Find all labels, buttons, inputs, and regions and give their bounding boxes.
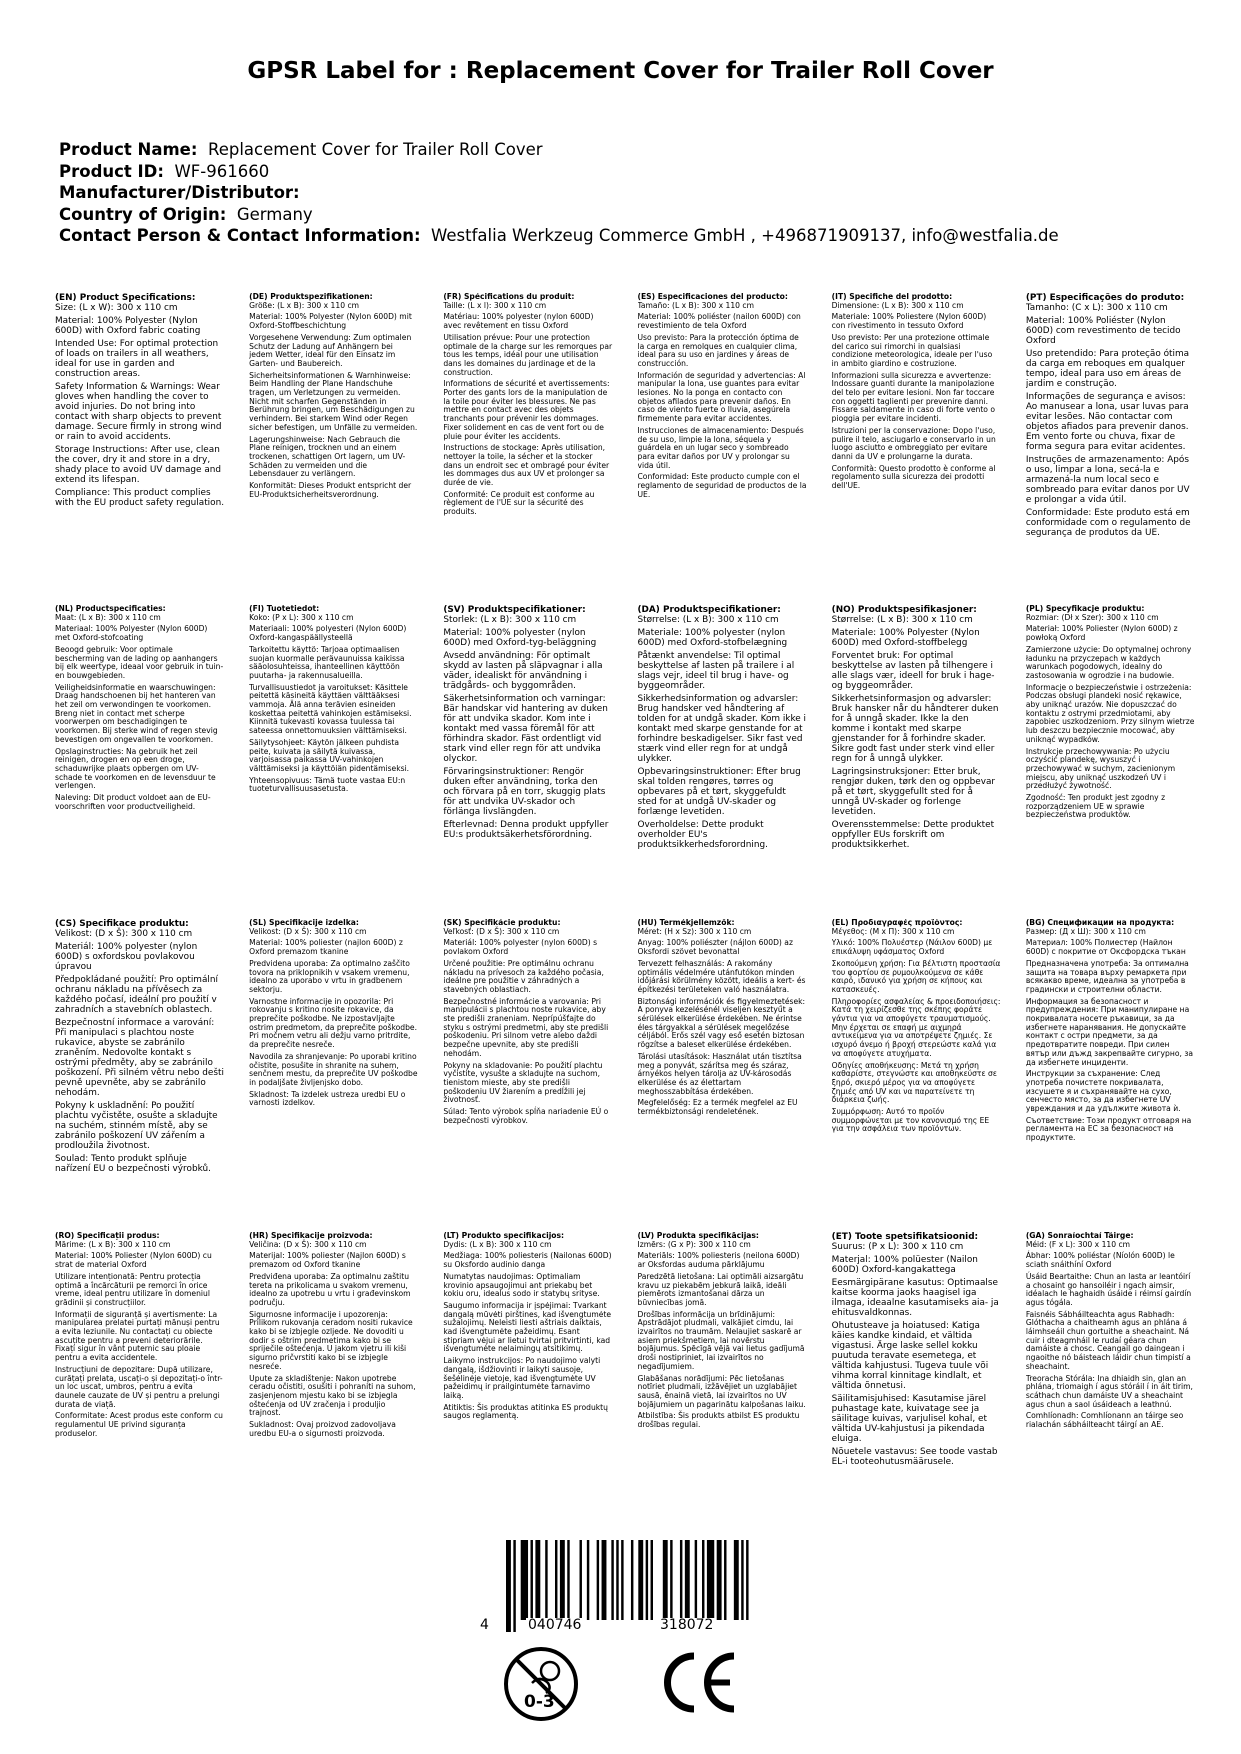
barcode-bar bbox=[580, 1540, 582, 1620]
lang-para: Numatytas naudojimas: Optimaliam krovinio apsaugojimui ant priekabų bet kokiu oru, idealus sodo ir statybų srityse. bbox=[443, 1271, 600, 1299]
lang-para: Υλικό: 100% Πολυέστερ (Νάιλον 600D) με επικάλυψη υφάσματος Oxford bbox=[831, 938, 993, 957]
barcode-bar bbox=[621, 1540, 623, 1620]
lang-heading: (BG) Спецификации на продукта: bbox=[1025, 919, 1175, 927]
country-value: Germany bbox=[236, 204, 313, 224]
lang-para: Méid: (F x L): 300 x 110 cm bbox=[1025, 1239, 1131, 1249]
lang-para: Säilitamisjuhised: Kasutamise järel puhastage kate, kuivatage see ja säilitage kuivas, varjulisel kohal, et vältida UV-kahjustusi ja pikendada eluiga. bbox=[831, 1394, 987, 1444]
lang-para: Materiał: 100% Poliester (Nylon 600D) z powłoką Oxford bbox=[1025, 624, 1178, 643]
lang-para: Soulad: Tento produkt splňuje nařízení EU o bezpečnosti výrobků. bbox=[55, 1154, 211, 1174]
lang-block-sv bbox=[443, 605, 612, 860]
lang-para: Lagerungshinweise: Nach Gebrauch die Plane reinigen, trocknen und an einem trockenen, schattigen Ort lagern, um UV-Schäden zu vermeiden und die Lebensdauer zu verlängern. bbox=[249, 434, 406, 479]
lang-heading: (SK) Špecifikácie produktu: bbox=[443, 919, 561, 927]
lang-heading: (EL) Προδιαγραφές προϊόντος: bbox=[831, 919, 963, 927]
lang-block-fi bbox=[249, 605, 418, 860]
lang-para: Taille: (L x l): 300 x 110 cm bbox=[443, 300, 547, 310]
barcode-digits-left: 040746 bbox=[528, 1617, 582, 1633]
lang-para: Opbevaringsinstruktioner: Efter brug skal tolden rengøres, tørres og opbevares på et tørt, skyggefuldt sted for at undgå UV-skader og forlænge levetiden. bbox=[637, 767, 801, 817]
lang-para: Material: 100% Polyester (Nylon 600D) with Oxford fabric coating bbox=[55, 316, 201, 336]
lang-para: Forventet bruk: For optimal beskyttelse av lasten på tilhengere i alle slags vær, ideell for bruk i hage- og byggeområder. bbox=[831, 651, 995, 691]
lang-para: Faisnéis Sábháilteachta agus Rabhadh: Glóthacha a chaitheamh agus an phlána á láimhseáil chun gortuithe a sheachaint. Ná cuir i dteagmháil le rudaí géara chun damáiste a chosc. Ceangail go daingean i ngaoithe nó báisteach láidir chun timpistí a sheachaint. bbox=[1025, 1309, 1191, 1371]
lang-block-nl bbox=[55, 605, 224, 860]
lang-para: Materjal: 100% polüester (Nailon 600D) Oxford-kangakattega bbox=[831, 1255, 978, 1275]
lang-para: Lagringsinstruksjoner: Etter bruk, rengjør duken, tørk den og oppbevar på et tørt, skyggefullt sted for å unngå UV-skader og forlenge levetiden. bbox=[831, 767, 996, 817]
lang-block-cs bbox=[55, 919, 224, 1174]
lang-heading: (RO) Specificații produs: bbox=[55, 1232, 160, 1240]
barcode-bar bbox=[717, 1540, 722, 1620]
lang-para: Megfelelőség: Ez a termék megfelel az EU termékbiztonsági rendeletének. bbox=[637, 1098, 798, 1117]
lang-para: Navodila za shranjevanje: Po uporabi kritino očistite, posušite in shranite na suhem, senčnem mestu, da preprečite UV poškodbe in podaljšate življenjsko dobo. bbox=[249, 1051, 418, 1087]
lang-block-sk bbox=[443, 919, 612, 1174]
lang-para: Materiaali: 100% polyesteri (Nylon 600D) Oxford-kangaspäällysteellä bbox=[249, 624, 407, 643]
lang-heading: (ET) Toote spetsifikatsioonid: bbox=[831, 1232, 979, 1242]
lang-heading: (PL) Specyfikacje produktu: bbox=[1025, 605, 1145, 613]
lang-para: Πληροφορίες ασφαλείας & προειδοποιήσεις: Κατά τη χειρίζεσθε της σκέπης φοράτε γάντια για να αποφύγετε τραυματισμούς. Μην έρχεται σε επαφή με αιχμηρά αντικείμενα για να αποτρέψετε ζημιές. Σε ισχυρό άνεμο ή βροχή στερεώστε καλά για να αποφύγετε ατυχήματα. bbox=[831, 996, 1001, 1058]
lang-heading: (HR) Specifikacije proizvoda: bbox=[249, 1232, 373, 1240]
lang-para: Bezpečnostní informace a varování: Při manipulaci s plachtou noste rukavice, abyste se zabránilo zraněním. Nedovolte kontakt s ostrými předměty, aby se zabránilo poškození. Při silném větru nebo dešti pevně upevněte, aby se zabránilo nehodám. bbox=[55, 1018, 224, 1098]
barcode-bar bbox=[724, 1540, 726, 1620]
lang-block-no bbox=[832, 605, 1001, 860]
barcode-bar bbox=[587, 1540, 589, 1620]
lang-para: Súlad: Tento výrobok spĺňa nariadenie EÚ o bezpečnosti výrobkov. bbox=[443, 1107, 609, 1125]
lang-para: Tárolási utasítások: Használat után tisztítsa meg a ponyvát, szárítsa meg és száraz, árnyékos helyen tárolja az UV-károsodás elkerülése és az élettartam meghosszabbítása érdekében. bbox=[637, 1051, 802, 1096]
lang-block-fr bbox=[443, 293, 612, 548]
lang-para: Informații de siguranță și avertismente: La manipularea prelatei purtați mănuși pentru a evita leziunile. Nu contactați cu obiecte ascuțite pentru a preveni deteriorările. Fixați sigur în vânt puternic sau ploaie pentru a evita accidentele. bbox=[55, 1309, 220, 1363]
lang-para: Sicherheitsinformationen & Warnhinweise: Beim Handling der Plane Handschuhe tragen, um Verletzungen zu vermeiden. Nicht mit scharfen Gegenständen in Berührung bringen, um Beschädigungen zu verhindern. Bei starkem Wind oder Regen sicher befestigen, um Unfälle zu vermeiden. bbox=[249, 370, 418, 432]
country-row bbox=[59, 204, 1199, 226]
lang-para: Uso previsto: Para la protección óptima de la carga en remolques en cualquier clima, ideal para su uso en jardines y áreas de construcción. bbox=[637, 332, 799, 368]
lang-para: Størrelse: (L x B): 300 x 110 cm bbox=[831, 615, 973, 625]
lang-para: Atitiktis: Šis produktas atitinka ES produktų saugos reglamentą. bbox=[443, 1402, 608, 1421]
lang-para: Οδηγίες αποθήκευσης: Μετά τη χρήση καθαρίστε, στεγνώστε και αποθηκεύστε σε ξηρό, σκιερό μέρος για να αποφύγετε ζημιές από UV και να παρατείνετε τη διάρκεια ζωής. bbox=[831, 1060, 997, 1105]
lang-para: Μέγεθος: (Μ x Π): 300 x 110 cm bbox=[831, 926, 955, 936]
lang-para: Medžiaga: 100% poliesteris (Nailonas 600D) su Oksfordo audinio danga bbox=[443, 1251, 612, 1270]
lang-para: Veličina: (D x Š): 300 x 110 cm bbox=[249, 1239, 367, 1249]
lang-para: Saugumo informacija ir įspėjimai: Tvarkant dangalą mūvėti pirštines, kad išvengtumėte sužalojimų. Neleisti liesti aštriais daiktais, kad išvengtumėte pažeidimų. Esant stipriam vėjui ar lietui tvirtai pritvirtinti, kad išvengtumėte nelaimingų atsitikimų. bbox=[443, 1300, 612, 1354]
lang-para: Opslaginstructies: Na gebruik het zeil reinigen, drogen en op een droge, schaduwrijke plaats opbergen om UV-schade te voorkomen en de levensduur te verlengen. bbox=[55, 746, 216, 791]
lang-para: Intended Use: For optimal protection of loads on trailers in all weathers, ideal for use in garden and construction areas. bbox=[55, 339, 219, 379]
barcode-bar bbox=[560, 1540, 565, 1620]
lang-para: Naleving: Dit product voldoet aan de EU-voorschriften voor productveiligheid. bbox=[55, 793, 211, 811]
lang-para: Maat: (L x B): 300 x 110 cm bbox=[55, 612, 161, 622]
lang-block-hu bbox=[638, 919, 807, 1174]
lang-grid-row-3 bbox=[55, 919, 1195, 1174]
barcode-bar bbox=[602, 1540, 607, 1620]
lang-heading: (NL) Productspecificaties: bbox=[55, 605, 166, 613]
lang-para: Předpokládané použití: Pro optimální ochranu nákladu na přívěsech za každého počasí, ideální pro použití v zahradních a stavebních oblastech. bbox=[55, 975, 218, 1015]
lang-block-bg bbox=[1026, 919, 1195, 1174]
lang-para: Skladnost: Ta izdelek ustreza uredbi EU o varnosti izdelkov. bbox=[249, 1089, 406, 1108]
lang-para: Biztonsági információk és figyelmeztetések: A ponyva kezelésénél viseljen kesztyűt a sérülések elkerülése érdekében. Ne érintse éles tárgyakkal a sérülések megelőzése céljából. Erős szél vagy eső esetén biztosan rögzítse a baleset elkerülése érdekében. bbox=[637, 996, 806, 1050]
barcode-bar bbox=[663, 1540, 668, 1620]
lang-para: Conformità: Questo prodotto è conforme al regolamento sulla sicurezza dei prodotti dell'UE. bbox=[831, 463, 996, 491]
lang-para: Säkerhetsinformation och varningar: Bär handskar vid hantering av duken för att undvika skador. Kom inte i kontakt med vassa föremål för att förhindra skador. Fäst ordentligt vid stark vind eller regn för att undvika olyckor. bbox=[443, 694, 608, 764]
lang-heading: (LV) Produkta specifikācijas: bbox=[637, 1232, 759, 1240]
lang-para: Sigurnosne informacije i upozorenja: Prilikom rukovanja ceradom nositi rukavice kako bi se izbjegle ozljede. Ne dovoditi u dodir s oštrim predmetima kako bi se spriječile oštećenja. U jakom vjetru ili kiši sigurno pričvrstiti kako bi se izbjegle nesreće. bbox=[249, 1309, 413, 1371]
barcode-bar bbox=[670, 1540, 672, 1620]
lang-para: Overholdelse: Dette produkt overholder EU's produktsikkerhedsforordning. bbox=[637, 820, 768, 850]
product-info bbox=[59, 139, 1199, 247]
lang-para: Glabāšanas norādījumi: Pēc lietošanas notīriet pludmali, izžāvējiet un uzglabājiet sausā, ēnainā vietā, lai izvairītos no UV bojājumiem un pagarinātu kalpošanas laiku. bbox=[637, 1373, 806, 1409]
lang-para: Предназначена употреба: За оптимална защита на товара върху ремаркета при всякакво време, идеална за употреба в градински и строителни области. bbox=[1025, 958, 1189, 994]
lang-para: Sikkerhedsinformation og advarsler: Brug handsker ved håndtering af tolden for at undgå skader. Kom ikke i kontakt med skarpe genstande for at forhindre beskadigelser. Sikr fast ved stærk vind eller regn for at undgå ulykker. bbox=[637, 694, 807, 764]
lang-para: Anyag: 100% poliészter (nájlon 600D) az Oksfordi szövet bevonattal bbox=[637, 938, 793, 957]
barcode-bar bbox=[611, 1540, 613, 1620]
lang-block-pt bbox=[1026, 293, 1195, 548]
lang-para: Instruções de armazenamento: Após o uso, limpar a lona, secá-la e armazená-la num local seco e sombreado para evitar danos por UV e prolongar a vida útil. bbox=[1025, 455, 1190, 505]
lang-para: Comhlíonadh: Comhlíonann an táirge seo rialachán sábháilteacht táirgí an AE. bbox=[1025, 1411, 1184, 1430]
lang-heading: (CS) Specifikace produktu: bbox=[55, 919, 189, 929]
age-warning-text: 0-3 bbox=[524, 1692, 555, 1712]
lang-block-pl bbox=[1026, 605, 1195, 860]
product-name-label: Product Name: bbox=[59, 140, 198, 159]
lang-heading: (PT) Especificações do produto: bbox=[1025, 293, 1185, 303]
lang-para: Konformität: Dieses Produkt entspricht der EU-Produktsicherheitsverordnung. bbox=[249, 481, 412, 499]
barcode-bar bbox=[506, 1540, 511, 1632]
barcode-bar bbox=[616, 1540, 618, 1620]
lang-para: Materiál: 100% polyester (nylon 600D) s povlakom Oxford bbox=[443, 938, 598, 957]
product-name-value: Replacement Cover for Trailer Roll Cover bbox=[207, 140, 543, 159]
lang-para: Velikost: (D x Š): 300 x 110 cm bbox=[55, 929, 193, 939]
lang-para: Informazioni sulla sicurezza e avvertenze: Indossare guanti durante la manipolazione del telo per evitare lesioni. Non far toccare con oggetti taglienti per prevenire danni. Fissare saldamente in caso di forte vento o pioggia per evitare incidenti. bbox=[831, 370, 996, 424]
barcode-digits-right: 318072 bbox=[660, 1617, 714, 1633]
lang-para: Material: 100% poliester (najlon 600D) z Oxford premazom tkanine bbox=[249, 938, 403, 957]
barcode-bar bbox=[646, 1540, 648, 1620]
lang-para: Materiale: 100% Polyester (Nylon 600D) med Oxford-stoffbelegg bbox=[831, 628, 980, 648]
lang-para: Istruzioni per la conservazione: Dopo l'uso, pulire il telo, asciugarlo e conservarlo in un luogo asciutto e ombreggiato per evitare danni da UV e prolungarne la durata. bbox=[831, 425, 996, 461]
lang-heading: (ES) Especificaciones del producto: bbox=[637, 293, 788, 301]
lang-para: Nõuetele vastavus: See toode vastab EL-i tooteohutusmäärusele. bbox=[831, 1447, 998, 1467]
lang-para: Dydis: (L x B): 300 x 110 cm bbox=[443, 1239, 552, 1249]
lang-para: Drošības informācija un brīdinājumi: Apstrādājot pludmali, valkājiet cimdu, lai izvairītos no traumām. Nelaujiet saskarē ar asiem priekšmetiem, lai novērstu bojājumus. Spēcīgā vējā vai lietus gadījumā droši nostipriniet, lai izvairītos no negadījumiem. bbox=[637, 1309, 805, 1371]
lang-para: Συμμόρφωση: Αυτό το προϊόν συμμορφώνεται με τον κανονισμό της ΕΕ για την ασφάλεια των προϊόντων. bbox=[831, 1107, 990, 1134]
lang-para: Dimensione: (L x B): 300 x 110 cm bbox=[831, 300, 964, 310]
lang-para: Atbilstība: Šis produkts atbilst ES produktu drošības regulai. bbox=[637, 1411, 800, 1430]
barcode-bar bbox=[680, 1540, 682, 1620]
lang-block-ga bbox=[1026, 1232, 1195, 1487]
lang-para: Ohutusteave ja hoiatused: Katiga käies kandke kindaid, et vältida vigastusi. Ärge laske sellel kokku puutuda teravate esemetega, et vältida kahjustusi. Tugeva tuule või vihma korral kinnitage kindlalt, et vältida õnnetusi. bbox=[831, 1321, 989, 1391]
lang-para: Overensstemmelse: Dette produktet oppfyller EUs forskrift om produktsikkerhet. bbox=[831, 820, 995, 850]
lang-para: Varnostne informacije in opozorila: Pri rokovanju s kritino nosite rokavice, da preprečite poškodbe. Ne izpostavljajte ostrim predmetom, da preprečite poškodbe. Pri močnem vetru ali dežju varno pritrdite, da preprečite nesreče. bbox=[249, 996, 418, 1050]
lang-para: Σκοπούμενη χρήση: Για βέλτιστη προστασία του φορτίου σε ρυμουλκούμενα σε κάθε καιρό, ιδανικό για χρήση σε κήπους και κατασκευές. bbox=[831, 958, 1001, 994]
barcode-digit-first: 4 bbox=[480, 1617, 489, 1633]
lang-heading: (DE) Produktspezifikationen: bbox=[249, 293, 373, 301]
lang-para: Matériau: 100% polyester (nylon 600D) avec revêtement en tissu Oxford bbox=[443, 312, 594, 331]
lang-para: Размер: (Д x Ш): 300 x 110 cm bbox=[1025, 926, 1146, 936]
lang-heading: (NO) Produktspesifikasjoner: bbox=[831, 605, 977, 615]
barcode-bar bbox=[746, 1540, 748, 1620]
lang-para: Informacje o bezpieczeństwie i ostrzeżenia: Podczas obsługi plandeki nosić rękawice, aby uniknąć urazów. Nie dopuszczać do kontaktu z ostrymi przedmiotami, aby zapobiec uszkodzeniom. Przy silnym wietrze lub deszczu bezpiecznie mocować, aby uniknąć wypadków. bbox=[1025, 682, 1195, 744]
lang-para: Materijal: 100% poliester (Najlon 600D) s premazom od Oxford tkanine bbox=[249, 1251, 406, 1270]
country-label: Country of Origin: bbox=[59, 204, 227, 224]
lang-block-hr bbox=[249, 1232, 418, 1487]
lang-para: Tamaño: (L x B): 300 x 110 cm bbox=[637, 300, 754, 310]
lang-para: Informations de sécurité et avertissements: Porter des gants lors de la manipulation de la toile pour éviter les blessures. Ne pas mettre en contact avec des objets tranchants pour prévenir les dommages. Fixer solidement en cas de vent fort ou de pluie pour éviter les accidents. bbox=[443, 379, 610, 441]
lang-para: Съответствие: Този продукт отговаря на регламента на ЕС за безопасност на продуктите. bbox=[1025, 1115, 1192, 1143]
lang-para: Материал: 100% Полиестер (Найлон 600D) с покритие от Оксфордска тъкан bbox=[1025, 938, 1186, 957]
lang-heading: (IT) Specifiche del prodotto: bbox=[831, 293, 953, 301]
lang-para: Určené použitie: Pre optimálnu ochranu nákladu na prívesoch za každého počasia, ideálne pre použitie v záhradných a stavebných oblastiach. bbox=[443, 958, 604, 994]
lang-para: Uso previsto: Per una protezione ottimale del carico sui rimorchi in qualsiasi condizione meteorologica, ideale per l'uso in ambito giardino e costruzione. bbox=[831, 332, 993, 368]
barcode-bar bbox=[734, 1540, 739, 1620]
lang-heading: (DA) Produktspecifikationer: bbox=[637, 605, 781, 615]
lang-para: Predviđena uporaba: Za optimalnu zaštitu tereta na prikolicama u svakom vremenu, idealno za upotrebu u vrtu i građevinskom području. bbox=[249, 1271, 411, 1307]
lang-para: Úsáid Beartaithe: Chun an lasta ar leantóirí a chosaint go hansoiléir i ngach aimsir, idéalach le haghaidh úsáide i réimsí gairdín agus tógála. bbox=[1025, 1271, 1192, 1307]
lang-para: Mărime: (L x B): 300 x 110 cm bbox=[55, 1239, 171, 1249]
lang-para: Materiale: 100% Poliestere (Nylon 600D) con rivestimento in tessuto Oxford bbox=[831, 312, 987, 331]
barcode-bar bbox=[651, 1540, 653, 1620]
lang-heading: (GA) Sonraíochtaí Táirge: bbox=[1025, 1232, 1134, 1240]
barcode-bars bbox=[478, 1540, 768, 1635]
lang-block-it bbox=[832, 293, 1001, 548]
barcode-bar bbox=[521, 1540, 528, 1620]
barcode-bar bbox=[555, 1540, 557, 1620]
lang-para: Materiaal: 100% Polyester (Nylon 600D) met Oxford-stofcoating bbox=[55, 624, 208, 643]
lang-para: Material: 100% Polyester (Nylon 600D) mit Oxford-Stoffbeschichtung bbox=[249, 312, 412, 331]
lang-para: Tamanho: (C x L): 300 x 110 cm bbox=[1025, 303, 1168, 313]
barcode-bar bbox=[531, 1540, 533, 1620]
lang-para: Utilizare intenționată: Pentru protecția optimă a încărcăturii pe remorci în orice vreme, ideal pentru utilizare în domeniul grădinii și construcțiilor. bbox=[55, 1271, 210, 1307]
lang-para: Safety Information & Warnings: Wear gloves when handling the cover to avoid injuries. Do not bring into contact with sharp objects to prevent damage. Secure firmly in strong wind or rain to avoid accidents. bbox=[55, 382, 222, 442]
lang-para: Conformidad: Este producto cumple con el reglamento de seguridad de productos de la UE. bbox=[637, 472, 807, 499]
lang-para: Säilytysohjeet: Käytön jälkeen puhdista peite, kuivata ja säilytä kuivassa, varjoisassa paikassa UV-vahinkojen välttämiseksi ja käyttöiän pidentämiseksi. bbox=[249, 737, 410, 773]
lang-para: Tervezett felhasználás: A rakomány optimális védelmére utánfutókon minden időjárási körülmény között, ideális a kert- és építkezési területeken való használatra. bbox=[637, 958, 806, 994]
lang-para: Predvidena uporaba: Za optimalno zaščito tovora na priklopnikih v vsakem vremenu, idealno za uporabo v vrtu in gradbenem sektorju. bbox=[249, 958, 410, 994]
contact-value: Westfalia Werkzeug Commerce GmbH , +496871909137, info@westfalia.de bbox=[431, 226, 1059, 245]
lang-para: Påtænkt anvendelse: Til optimal beskyttelse af lasten på trailere i al slags vejr, ideel til brug i have- og byggeområder. bbox=[637, 651, 795, 691]
lang-block-lt bbox=[443, 1232, 612, 1487]
lang-para: Veiligheidsinformatie en waarschuwingen: Draag handschoenen bij het hanteren van het zeil om verwondingen te voorkomen. Breng niet in contact met scherpe voorwerpen om beschadigingen te voorkomen. Bij sterke wind of regen stevig bevestigen om ongevallen te voorkomen. bbox=[55, 682, 218, 744]
lang-para: Materiāls: 100% poliesteris (neilona 600D) ar Oksfordas auduma pārklājumu bbox=[637, 1251, 800, 1270]
lang-para: Størrelse: (L x B): 300 x 110 cm bbox=[637, 615, 779, 625]
lang-para: Vorgesehene Verwendung: Zum optimalen Schutz der Ladung auf Anhängern bei jedem Wetter, ideal für den Einsatz im Garten- und Baubereich. bbox=[249, 332, 412, 368]
lang-para: Informações de segurança e avisos: Ao manusear a lona, usar luvas para evitar lesões. Não contactar com objetos afiados para prevenir danos. Em vento forte ou chuva, fixar de forma segura para evitar acidentes. bbox=[1025, 392, 1189, 452]
lang-para: Laikymo instrukcijos: Po naudojimo valyti dangalą, išdžiovinti ir laikyti sausoje, šešėlinėje vietoje, kad išvengtumėte UV pažeidimų ir prailgintumėte tarnavimo laiką. bbox=[443, 1356, 601, 1400]
lang-heading: (SV) Produktspecifikationer: bbox=[443, 605, 586, 615]
lang-para: Instrucțiuni de depozitare: După utilizare, curățați prelata, uscați-o și depozitați-o într-un loc uscat, umbros, pentru a evita daunele cauzate de UV și pentru a prelungi durata de viață. bbox=[55, 1364, 223, 1409]
lang-para: Инструкции за съхранение: След употреба почистете покривалата, изсушете я и съхранявайте на сухо, сенчесто място, за да избегнете UV увреждания и да удължите живота ѝ. bbox=[1025, 1069, 1181, 1114]
lang-para: Информация за безопасност и предупреждения: При манипулиране на покривалата носете ръкавици, за да избегнете наранявания. Не допускайте контакт с остри предмети, за да предотвратите повреди. При силен вятър или дъжд закрепвайте сигурно, за да избегнете инциденти. bbox=[1025, 996, 1194, 1067]
lang-para: Sikkerhetsinformasjon og advarsler: Bruk hansker når du håndterer duken for å unngå skader. Ikke la den komme i kontakt med skarpe gjenstander for å forhindre skader. Sikre godt fast under sterk vind eller regn for å unngå ulykker. bbox=[831, 694, 999, 764]
lang-para: Material: 100% Poliester (Nylon 600D) cu strat de material Oxford bbox=[55, 1251, 212, 1270]
lang-heading: (EN) Product Specifications: bbox=[55, 293, 196, 303]
lang-para: Utilisation prévue: Pour une protection optimale de la charge sur les remorques par tous les temps, idéal pour une utilisation dans les domaines du jardinage et de la construction. bbox=[443, 332, 613, 377]
lang-para: Suurus: (P x L): 300 x 110 cm bbox=[831, 1242, 964, 1252]
age-warning-icon bbox=[502, 1645, 580, 1723]
lang-heading: (FI) Tuotetiedot: bbox=[249, 605, 320, 613]
barcode-bar bbox=[567, 1540, 569, 1620]
lang-para: Materiál: 100% polyester (nylon 600D) s oxfordskou povlakovou úpravou bbox=[55, 942, 198, 972]
lang-grid-row-2 bbox=[55, 605, 1195, 860]
lang-para: Rozmiar: (Dł x Szer): 300 x 110 cm bbox=[1025, 612, 1159, 622]
lang-para: Beoogd gebruik: Voor optimale bescherming van de lading op aanhangers bij elk weertype, ideaal voor gebruik in tuin- en bouwgebieden. bbox=[55, 644, 224, 680]
lang-para: Compliance: This product complies with the EU product safety regulation. bbox=[55, 488, 225, 508]
lang-para: Eesmärgipärane kasutus: Optimaalse kaitse koorma jaoks haagisel iga ilmaga, ideaalne kasutamiseks aia- ja ehitusvaldkonnas. bbox=[831, 1278, 999, 1318]
lang-block-sl bbox=[249, 919, 418, 1174]
product-id-value: WF-961660 bbox=[174, 161, 270, 181]
lang-para: Velikost: (D x Š): 300 x 110 cm bbox=[249, 926, 367, 936]
lang-block-da bbox=[638, 605, 807, 860]
lang-block-de bbox=[249, 293, 418, 548]
lang-heading: (HU) Termékjellemzők: bbox=[637, 919, 735, 927]
lang-para: Material: 100% poliéster (nailon 600D) con revestimiento de tela Oxford bbox=[637, 312, 801, 331]
lang-para: Pokyny k uskladnění: Po použití plachtu vyčistěte, osušte a skladujte na suchém, stinném místě, aby se zabránilo poškození UV zářením a prodloužila životnost. bbox=[55, 1101, 218, 1151]
lang-para: Size: (L x W): 300 x 110 cm bbox=[55, 303, 178, 313]
lang-grid-row-4 bbox=[55, 1232, 1195, 1487]
lang-heading: (FR) Spécifications du produit: bbox=[443, 293, 575, 301]
lang-block-en bbox=[55, 293, 224, 548]
lang-para: Conformité: Ce produit est conforme au règlement de l'UE sur la sécurité des produits. bbox=[443, 489, 595, 517]
lang-para: Yhteensopivuus: Tämä tuote vastaa EU:n tuoteturvallisuusasetusta. bbox=[249, 775, 406, 794]
barcode-bar bbox=[631, 1540, 633, 1620]
ce-mark-icon bbox=[660, 1650, 740, 1715]
barcode-bar bbox=[535, 1540, 540, 1620]
barcode-bar bbox=[638, 1540, 643, 1620]
lang-block-es bbox=[638, 293, 807, 548]
manufacturer-row bbox=[59, 182, 1199, 204]
lang-block-et bbox=[832, 1232, 1001, 1487]
lang-para: Förvaringsinstruktioner: Rengör duken efter användning, torka den och förvara på en torr, skuggig plats för att undvika UV-skador och förlänga livslängden. bbox=[443, 767, 606, 817]
lang-para: Instrucciones de almacenamiento: Después de su uso, limpie la lona, séquela y guárdela en un lugar seco y sombreado para evitar daños por UV y prolongar su vida útil. bbox=[637, 425, 804, 470]
lang-para: Tarkoitettu käyttö: Tarjoaa optimaalisen suojan kuormalle perävaunuissa kaikissa sääolosuhteissa, ihanteellinen käyttöön puutarha- ja rakennusalueilla. bbox=[249, 644, 405, 680]
lang-para: Sukladnost: Ovaj proizvod zadovoljava uredbu EU-a o sigurnosti proizvoda. bbox=[249, 1420, 396, 1438]
lang-para: Größe: (L x B): 300 x 110 cm bbox=[249, 300, 360, 310]
lang-para: Turvallisuustiedot ja varoitukset: Käsittele peitettä käsineitä käyttäen välttääksesi vammoja. Älä anna terävien esineiden koskettaa peitettä vahinkojen estämiseksi. Kiinnitä tukevasti kovassa tuulessa tai sateessa onnettomuuksien välttämiseksi. bbox=[249, 682, 412, 736]
barcode-bar bbox=[545, 1540, 547, 1620]
barcode-bar bbox=[597, 1540, 599, 1620]
lang-para: Zgodność: Ten produkt jest zgodny z rozporządzeniem UE w sprawie bezpieczeństwa produktów. bbox=[1025, 793, 1166, 820]
lang-para: Instructions de stockage: Après utilisation, nettoyer la toile, la sécher et la stocker dans un endroit sec et ombragé pour éviter les dommages dus aux UV et prolonger sa durée de vie. bbox=[443, 443, 610, 488]
lang-para: Izmērs: (G x P): 300 x 110 cm bbox=[637, 1239, 751, 1249]
lang-para: Storlek: (L x B): 300 x 110 cm bbox=[443, 615, 577, 625]
lang-block-ro bbox=[55, 1232, 224, 1487]
lang-para: Treoracha Stórála: Ina dhiaidh sin, glan an phlána, triomaigh í agus stóráil í in áit tirim, scáthach chun damáiste UV a sheachaint agus chun a saol úsáideach a leathnú. bbox=[1025, 1373, 1193, 1409]
contact-row bbox=[59, 225, 1199, 247]
lang-para: Instrukcje przechowywania: Po użyciu oczyścić plandekę, wysuszyć i przechowywać w suchym, zacienionym miejscu, aby uniknąć uszkodzeń UV i przedłużyć żywotność. bbox=[1025, 746, 1176, 791]
lang-para: Efterlevnad: Denna produkt uppfyller EU:s produktsäkerhetsförordning. bbox=[443, 820, 609, 840]
lang-heading: (SL) Specifikacije izdelka: bbox=[249, 919, 359, 927]
lang-para: Bezpečnostné informácie a varovania: Pri manipulácii s plachtou noste rukavice, aby ste predišli zraneniam. Neprípúšťajte do styku s ostrými predmetmi, aby ste predišli poškodeniu. Pri silnom vetre alebo daždi bezpečne upevnite, aby ste predišli nehodám. bbox=[443, 996, 609, 1058]
lang-para: Paredzētā lietošana: Lai optimāli aizsargātu kravu uz piekabēm jebkurā laikā, ideāli piemērots izmantošanai dārza un būvniecības jomā. bbox=[637, 1271, 804, 1307]
barcode-bar bbox=[707, 1540, 714, 1620]
page-title: GPSR Label for : Replacement Cover for Trailer Roll Cover bbox=[247, 58, 994, 84]
barcode bbox=[478, 1540, 768, 1635]
lang-para: Koko: (P x L): 300 x 110 cm bbox=[249, 612, 354, 622]
lang-para: Material: 100% Poliéster (Nylon 600D) com revestimento de tecido Oxford bbox=[1025, 316, 1181, 346]
lang-para: Conformidade: Este produto está em conformidade com o regulamento de segurança de produtos da UE. bbox=[1025, 508, 1191, 538]
manufacturer-label: Manufacturer/Distributor: bbox=[59, 183, 300, 202]
lang-para: Méret: (H x Sz): 300 x 110 cm bbox=[637, 926, 752, 936]
lang-heading: (LT) Produkto specifikacijos: bbox=[443, 1232, 565, 1240]
lang-para: Material: 100% polyester (nylon 600D) med Oxford-tyg-beläggning bbox=[443, 628, 597, 648]
lang-para: Uso pretendido: Para proteção ótima da carga em reboques em qualquer tempo, ideal para uso em áreas de jardim e construção. bbox=[1025, 349, 1190, 389]
lang-grid-row-1 bbox=[55, 293, 1195, 548]
lang-para: Conformitate: Acest produs este conform cu regulamentul UE privind siguranța produselor. bbox=[55, 1411, 223, 1438]
lang-para: Avsedd användning: För optimalt skydd av lasten på släpvagnar i alla väder, idealiskt för användning i trädgårds- och byggområden. bbox=[443, 651, 603, 691]
lang-para: Pokyny na skladovanie: Po použití plachtu vyčistite, vysušte a skladujte na suchom, tienistom mieste, aby ste predišli poškodeniu UV žiarením a predĺžili jej životnosť. bbox=[443, 1060, 603, 1105]
lang-para: Storage Instructions: After use, clean the cover, dry it and store in a dry, shady place to avoid UV damage and extend its lifespan. bbox=[55, 445, 222, 485]
lang-para: Materiale: 100% polyester (nylon 600D) med Oxford-stofbelægning bbox=[637, 628, 788, 648]
product-id-label: Product ID: bbox=[59, 161, 164, 181]
product-id-row bbox=[59, 161, 1199, 183]
barcode-bar bbox=[513, 1540, 515, 1632]
lang-block-lv bbox=[638, 1232, 807, 1487]
lang-block-el bbox=[832, 919, 1001, 1174]
lang-para: Zamierzone użycie: Do optymalnej ochrony ładunku na przyczepach w każdych warunkach pogodowych, idealny do zastosowania w ogrodzie i na budowie. bbox=[1025, 644, 1192, 680]
lang-para: Veľkosť: (D x Š): 300 x 110 cm bbox=[443, 926, 560, 936]
product-name-row bbox=[59, 139, 1199, 161]
lang-para: Información de seguridad y advertencias: Al manipular la lona, use guantes para evitar lesiones. No la ponga en contacto con objetos afilados para prevenir daños. En caso de viento fuerte o lluvia, asegúrela firmemente para evitar accidentes. bbox=[637, 370, 806, 424]
lang-para: Upute za skladištenje: Nakon upotrebe ceradu očistiti, osušiti i pohraniti na suhom, zasjenjenom mjestu kako bi se izbjegla oštećenja od UV zračenja i produljio trajnost. bbox=[249, 1373, 416, 1418]
barcode-bar bbox=[741, 1540, 743, 1620]
lang-para: Ábhar: 100% poliéstar (Níolón 600D) le sciath snáithíní Oxford bbox=[1025, 1251, 1175, 1270]
contact-label: Contact Person & Contact Information: bbox=[59, 226, 421, 245]
